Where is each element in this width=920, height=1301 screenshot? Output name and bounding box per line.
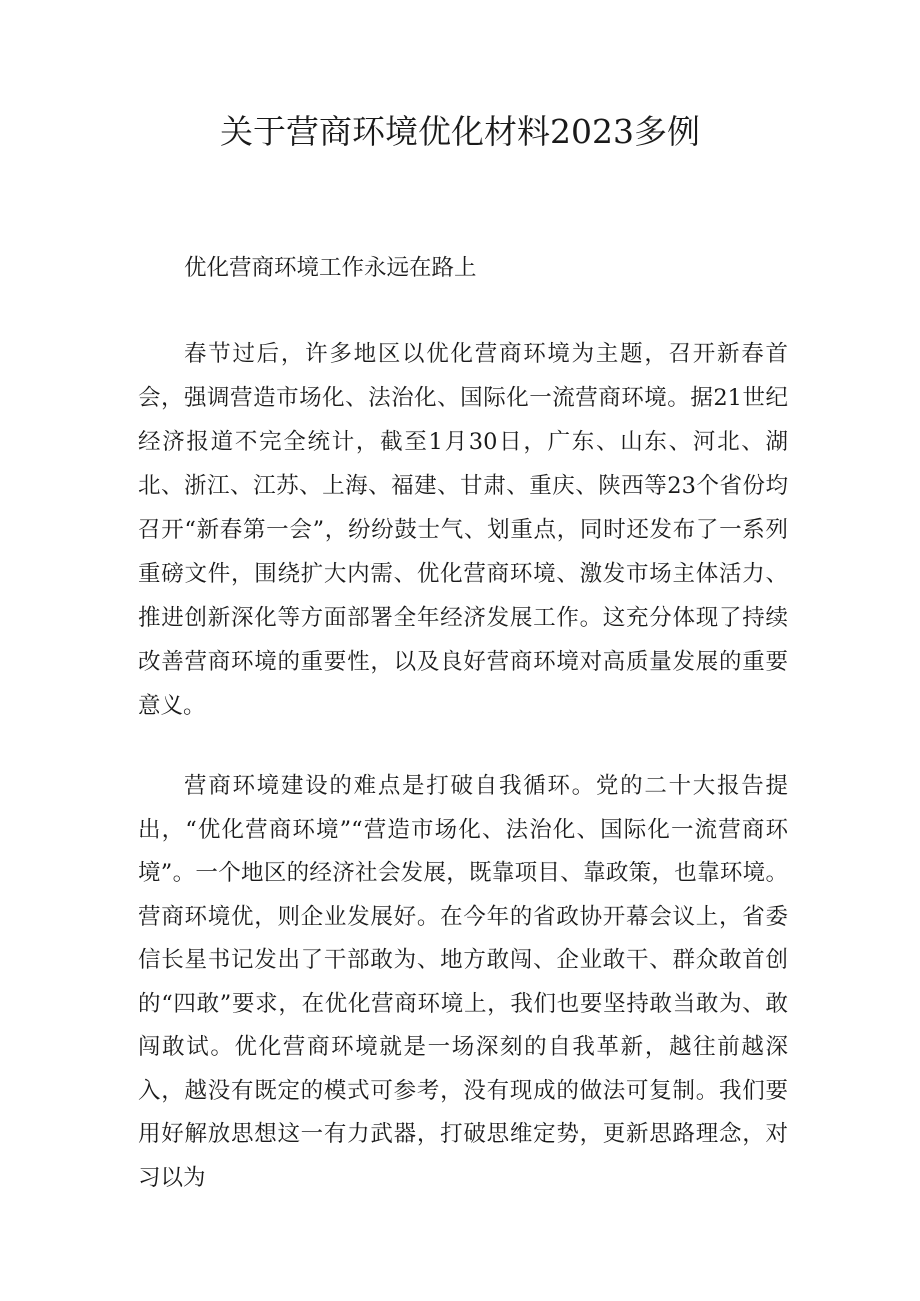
paragraph-1: 春节过后，许多地区以优化营商环境为主题，召开新春首会，强调营造市场化、法治化、国际化一流营商环境。据21世纪经济报道不完全统计，截至1月30日，广东、山东、河北、湖北、浙江、江苏、上海、福建、甘肃、重庆、陕西等23个省份均召开“新春第一会”，纷纷鼓士气、划重点，同时还发布了一系列重磅文件，围绕扩大内需、优化营商环境、激发市场主体活力、推进创新深化等方面部署全年经济发展工作。这充分体现了持续改善营商环境的重要性，以及良好营商环境对高质量发展的重要意义。 bbox=[138, 341, 788, 719]
paragraph-2: 营商环境建设的难点是打破自我循环。党的二十大报告提出，“优化营商环境”“营造市场化、法治化、国际化一流营商环境”。一个地区的经济社会发展，既靠项目、靠政策，也靠环境。营商环境优，则企业发展好。在今年的省政协开幕会议上，省委信长星书记发出了干部敢为、地方敢闯、企业敢干、群众敢首创的“四敢”要求，在优化营商环境上，我们也要坚持敢当敢为、敢闯敢试。优化营商环境就是一场深刻的自我革新，越往前越深入，越没有既定的模式可参考，没有现成的做法可复制。我们要用好解放思想这一有力武器，打破思维定势，更新思路理念，对习以为 bbox=[138, 773, 788, 1191]
section-subtitle: 优化营商环境工作永远在路上 bbox=[184, 255, 477, 281]
document-title: 关于营商环境优化材料2023多例 bbox=[220, 112, 700, 151]
